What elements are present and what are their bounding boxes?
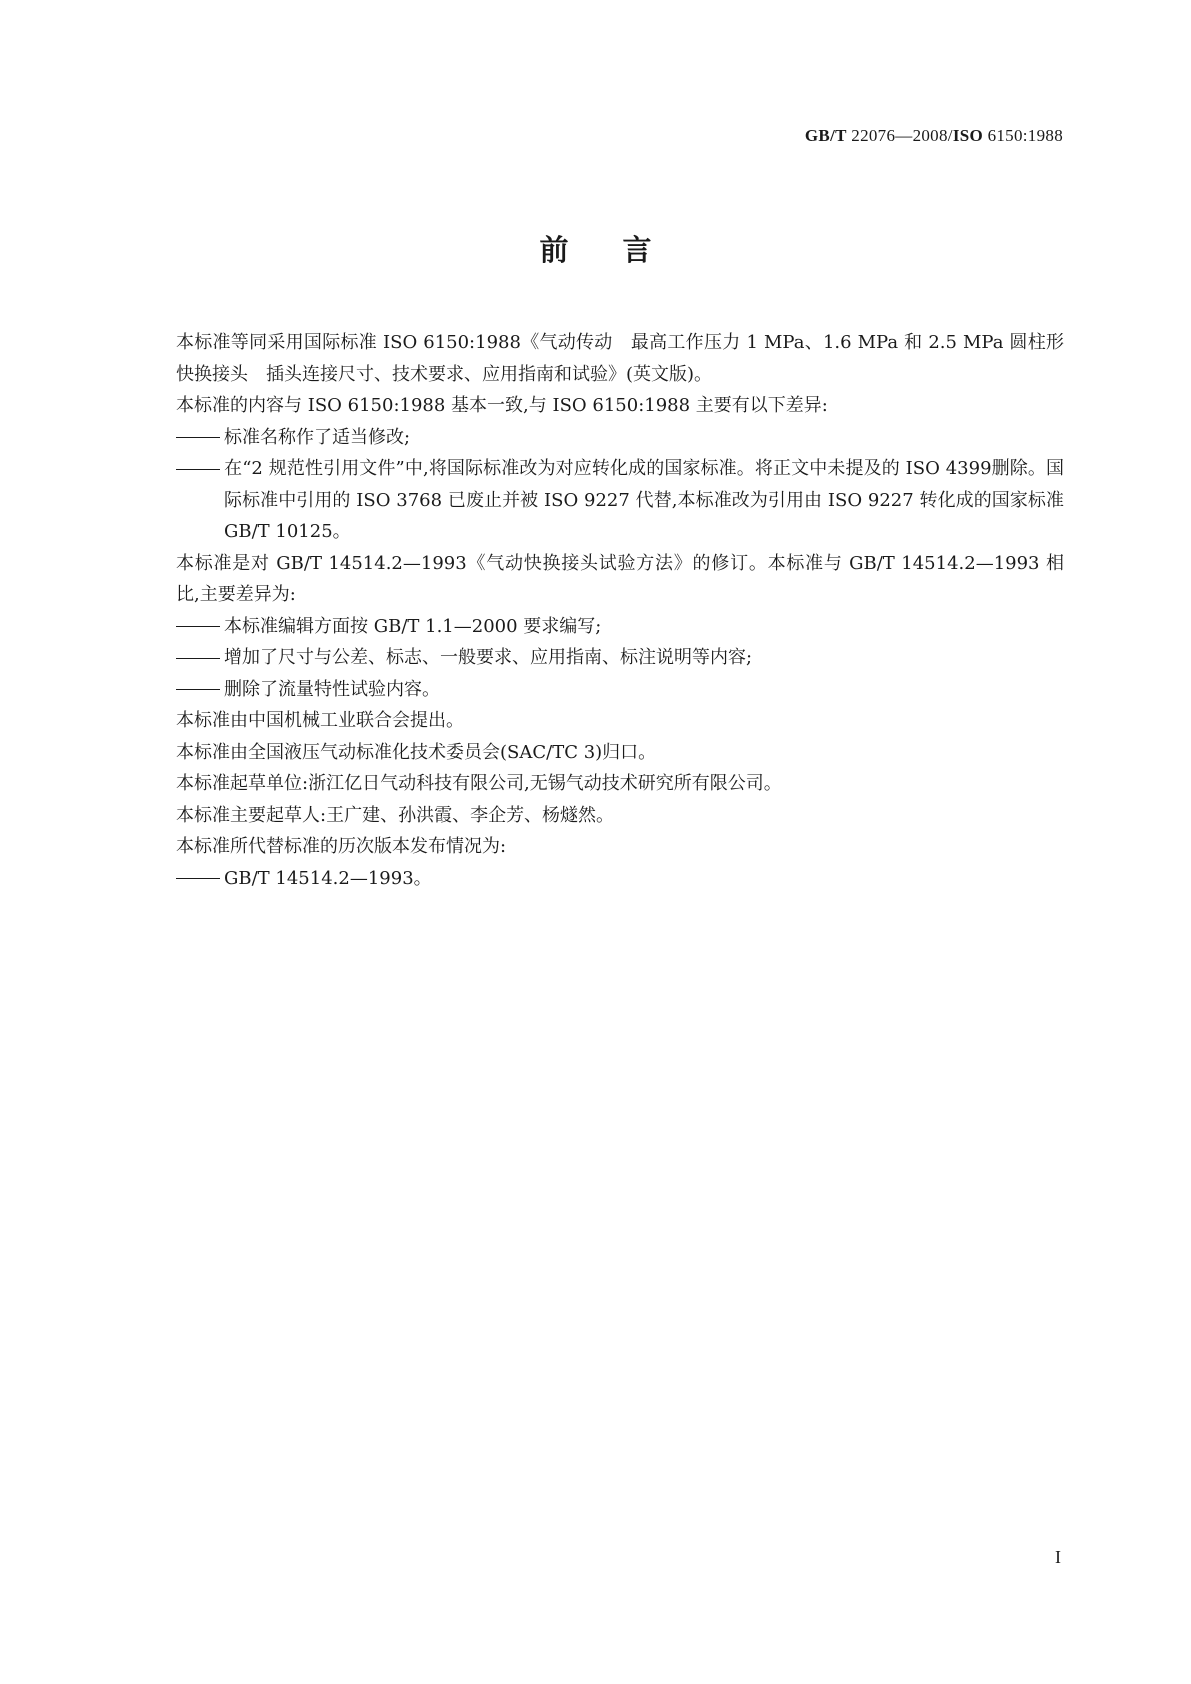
dash-marker — [176, 611, 224, 643]
foreword-body — [176, 327, 1064, 894]
paragraph-drafting-units: 本标准起草单位:浙江亿日气动科技有限公司,无锡气动技术研究所有限公司。 — [176, 773, 782, 794]
paragraph-drafters: 本标准主要起草人:王广建、孙洪霞、李企芳、杨燧然。 — [176, 804, 615, 826]
list-item-text: 增加了尺寸与公差、标志、一般要求、应用指南、标注说明等内容; — [224, 647, 753, 668]
dash-marker — [176, 863, 224, 895]
list-item — [176, 642, 1064, 674]
paragraph-proposer: 本标准由中国机械工业联合会提出。 — [176, 710, 464, 731]
paragraph-differences-intro: 本标准的内容与 ISO 6150:1988 基本一致,与 ISO 6150:1988 主要有以下差异: — [176, 395, 828, 416]
paragraph-revision: 本标准是对 GB/T 14514.2—1993《气动快换接头试验方法》的修订。本标准与 GB/T 14514.2—1993 相比,主要差异为: — [176, 552, 1064, 605]
dash-marker — [176, 453, 224, 485]
standard-code-number: 22076—2008/ — [846, 126, 953, 145]
list-item — [176, 453, 1064, 548]
list-item-text: GB/T 14514.2—1993。 — [224, 867, 432, 889]
iso-code-number: 6150:1988 — [983, 126, 1063, 145]
page-number: I — [1055, 1547, 1061, 1567]
iso-prefix: ISO — [952, 126, 984, 145]
paragraph-adoption — [176, 327, 1064, 390]
dash-marker — [176, 422, 224, 454]
paragraph-history-intro: 本标准所代替标准的历次版本发布情况为: — [176, 836, 507, 857]
list-item-text: 本标准编辑方面按 GB/T 1.1—2000 要求编写; — [224, 615, 602, 637]
dash-marker — [176, 674, 224, 706]
list-item-text: 删除了流量特性试验内容。 — [224, 678, 440, 700]
standard-code-header — [805, 126, 1063, 146]
standard-code-prefix: GB/T — [804, 126, 847, 145]
paragraph-adoption-text: 本标准等同采用国际标准 ISO 6150:1988《气动传动 最高工作压力 1 MPa、1.6 MPa 和 2.5 MPa 圆柱形快换接头 插头连接尺寸、技术要求、应用指南和试验》(英文版)。 — [176, 332, 1064, 385]
list-item — [176, 422, 1064, 454]
list-item — [176, 674, 1064, 706]
list-item — [176, 611, 1064, 643]
list-item — [176, 863, 1064, 895]
page-title: 前言 — [539, 233, 706, 267]
dash-marker — [176, 642, 224, 674]
list-item-text: 标准名称作了适当修改; — [224, 426, 411, 448]
paragraph-committee: 本标准由全国液压气动标准化技术委员会(SAC/TC 3)归口。 — [176, 741, 657, 763]
list-item-text: 在“2 规范性引用文件”中,将国际标准改为对应转化成的国家标准。将正文中未提及的 ISO 4399删除。国际标准中引用的 ISO 3768 已废止并被 ISO 9227 代替,本标准改为引用由 ISO 9227 转化成的国家标准 GB/T 10125。 — [224, 458, 1064, 542]
